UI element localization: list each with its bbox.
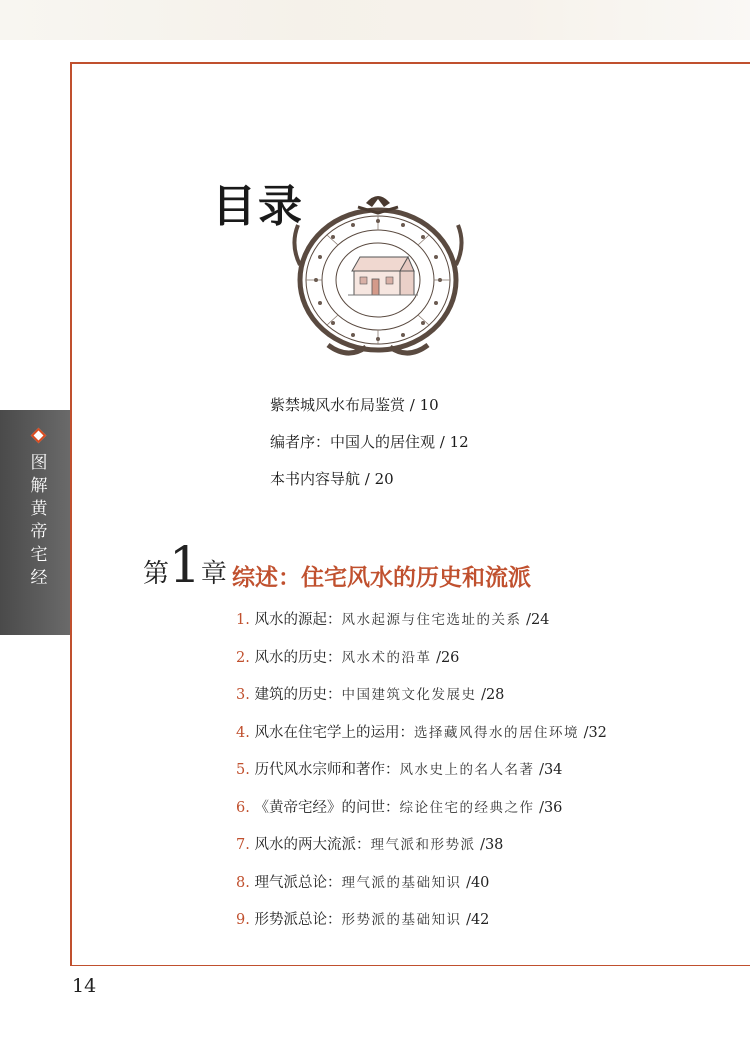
side-tab-title: 图解黄帝宅经 (30, 453, 48, 588)
toc-entry-page: /26 (436, 649, 460, 666)
toc-entry[interactable] (236, 649, 607, 667)
toc-entry-subtitle: 综论住宅的经典之作 (399, 799, 535, 816)
toc-entry-title: 风水在住宅学上的运用： (254, 724, 414, 741)
toc-entry-title: 风水的源起： (254, 612, 342, 628)
front-matter-label: 本书内容导航 (270, 470, 361, 488)
toc-entry[interactable] (236, 799, 607, 817)
chapter-heading (143, 536, 227, 594)
toc-entry-subtitle: 理气派和形势派 (370, 837, 476, 853)
toc-entry-number: 4. (236, 724, 250, 741)
toc-entry-page: /42 (466, 912, 490, 928)
toc-entry-number: 3. (236, 687, 250, 703)
toc-entry-page: /36 (539, 799, 563, 816)
chapter-suffix: 章 (200, 559, 227, 589)
toc-entry-number: 5. (236, 762, 250, 778)
toc-entry-number: 8. (236, 874, 250, 891)
front-matter-page: / 20 (364, 470, 394, 488)
toc-entry[interactable] (236, 874, 607, 892)
toc-entry-page: /32 (583, 724, 607, 741)
toc-entry-title: 形势派总论： (254, 912, 342, 928)
toc-entry-page: /40 (466, 874, 490, 891)
toc-entry-page: /24 (526, 612, 550, 628)
front-matter-label: 编者序：中国人的居住观 (270, 433, 436, 451)
front-matter-item[interactable] (270, 433, 469, 451)
page-number: 14 (72, 975, 97, 997)
toc-entry-title: 历代风水宗师和著作： (254, 762, 400, 778)
frame-top-rule (70, 62, 750, 64)
toc-entry[interactable] (236, 724, 607, 742)
chapter-prefix: 第 (143, 559, 170, 589)
toc-entry-number: 1. (236, 612, 250, 628)
toc-entry-number: 7. (236, 837, 250, 853)
toc-entry[interactable] (236, 911, 607, 929)
page-title: 目录 (212, 181, 304, 232)
toc-entry-title: 理气派总论： (254, 874, 342, 891)
toc-entry-subtitle: 中国建筑文化发展史 (341, 687, 477, 703)
chapter-number: 1 (169, 536, 201, 594)
toc-entry[interactable] (236, 611, 607, 629)
frame-left-rule (70, 62, 72, 965)
chapter-title[interactable]: 综述：住宅风水的历史和流派 (232, 565, 531, 591)
front-matter-page: / 10 (409, 396, 439, 414)
toc-entry[interactable] (236, 686, 607, 704)
toc-entry-subtitle: 选择藏风得水的居住环境 (413, 724, 579, 741)
toc-entry[interactable] (236, 836, 607, 854)
toc-entry-number: 9. (236, 912, 250, 928)
top-edge-strip (0, 0, 750, 40)
toc-list (236, 611, 607, 949)
compass-emblem-icon (288, 185, 468, 360)
toc-entry-page: /38 (480, 837, 504, 853)
toc-entry-title: 风水的历史： (254, 649, 342, 666)
toc-entry-number: 6. (236, 799, 250, 816)
toc-entry-page: /34 (539, 762, 563, 778)
front-matter-item[interactable] (270, 396, 469, 414)
toc-entry-number: 2. (236, 649, 250, 666)
toc-entry-subtitle: 风水起源与住宅选址的关系 (341, 612, 522, 628)
toc-entry-page: /28 (481, 687, 505, 703)
frame-bottom-rule (70, 965, 750, 966)
front-matter-item[interactable] (270, 470, 469, 488)
toc-entry-title: 《黄帝宅经》的问世： (254, 799, 400, 816)
toc-entry-subtitle: 形势派的基础知识 (341, 912, 462, 928)
toc-entry-title: 风水的两大流派： (254, 837, 371, 853)
toc-entry[interactable] (236, 761, 607, 779)
toc-entry-subtitle: 风水史上的名人名著 (399, 762, 535, 778)
front-matter-label: 紫禁城风水布局鉴赏 (270, 396, 406, 414)
toc-entry-subtitle: 风水术的沿革 (341, 649, 432, 666)
front-matter-page: / 12 (439, 433, 469, 451)
front-matter-list (270, 396, 469, 507)
toc-entry-title: 建筑的历史： (254, 687, 342, 703)
toc-entry-subtitle: 理气派的基础知识 (341, 874, 462, 891)
